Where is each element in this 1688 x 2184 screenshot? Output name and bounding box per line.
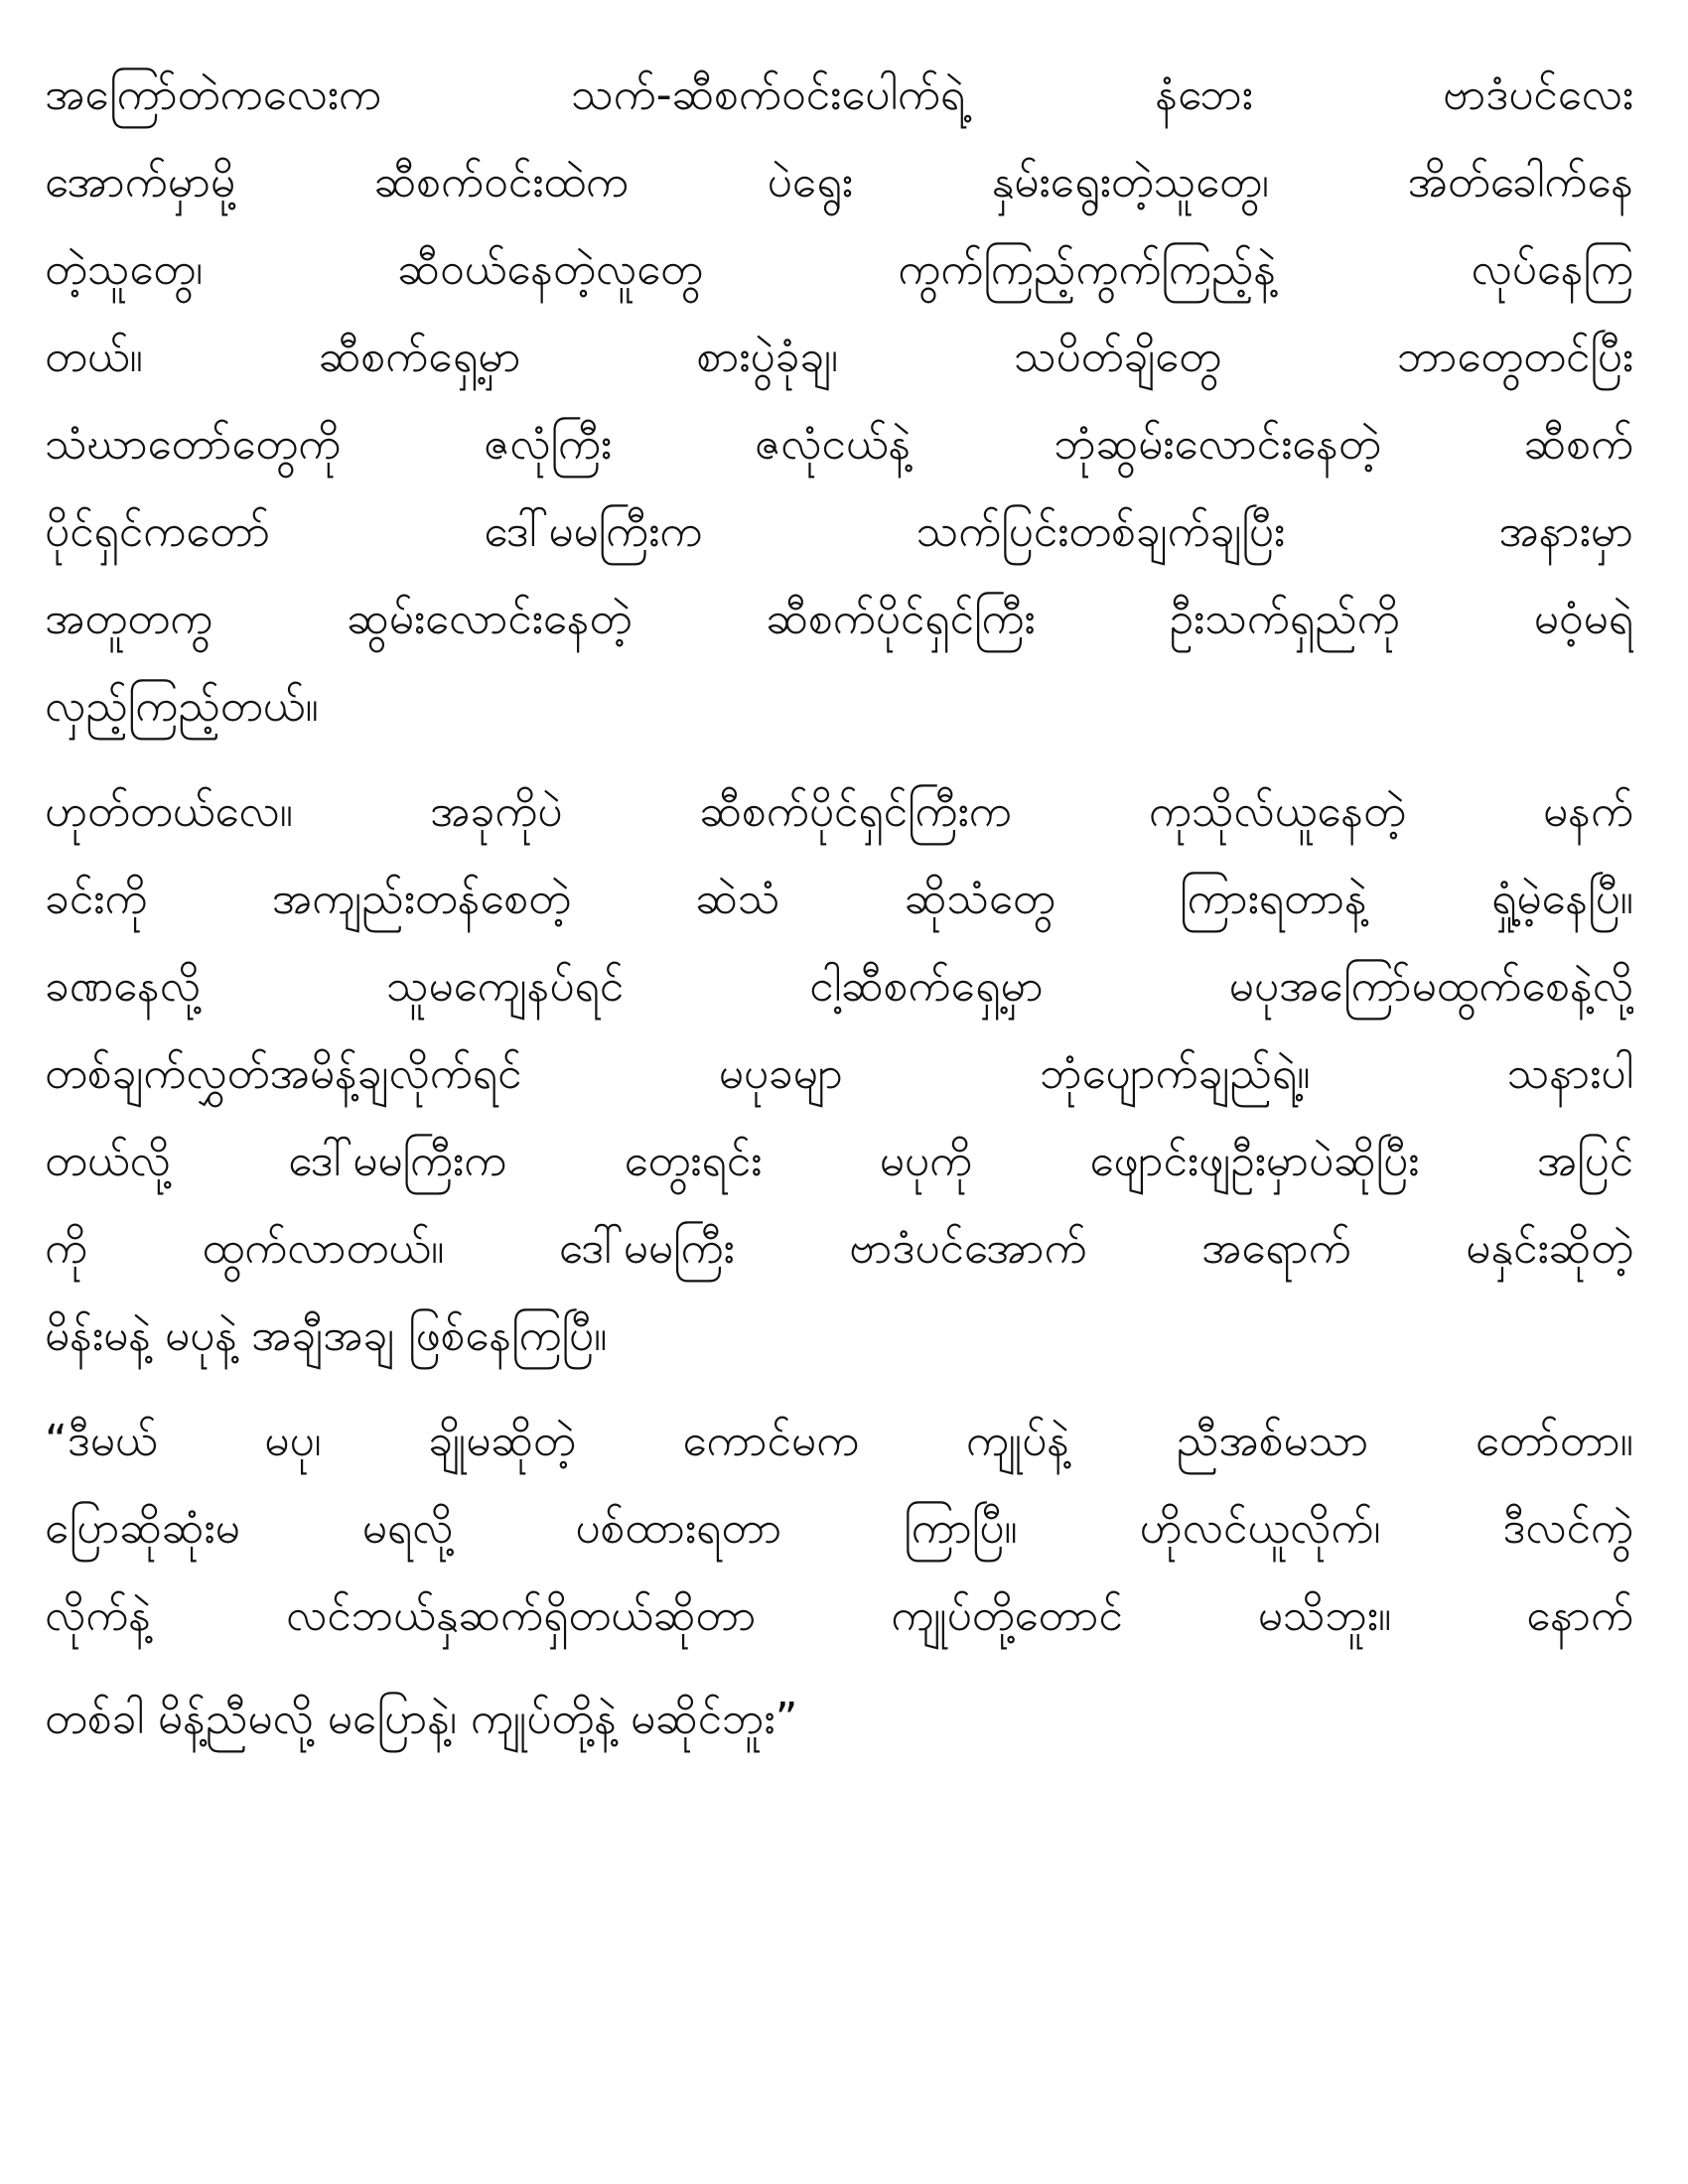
text-line: မိန်းမနဲ့ မပုနဲ့ အချီအချ ဖြစ်နေကြပြီ။ bbox=[45, 1310, 608, 1361]
text-line: အောက်မှာမို့ ဆီစက်ဝင်းထဲက ပဲရွေး နှမ်းရွေးတဲ့သူတွေ၊ အိတ်ခေါက်နေ bbox=[45, 157, 1633, 207]
text-line: ပြောဆိုဆုံးမ မရလို့ ပစ်ထားရတာ ကြာပြီ။ ဟိုလင်ယူလိုက်၊ ဒီလင်ကွဲ bbox=[45, 1503, 1633, 1554]
text-line: တယ်။ ဆီစက်ရှေ့မှာ စားပွဲခုံချ၊ သပိတ်ချိတွေ ဘာတွေတင်ပြီး bbox=[45, 332, 1633, 382]
text-line: လှည့်ကြည့်တယ်။ bbox=[45, 681, 319, 732]
text-line: သံဃာတော်တွေကို ဇလုံကြီး ဇလုံငယ်နဲ့ ဘုံဆွမ်းလောင်းနေတဲ့ ဆီစက် bbox=[45, 419, 1633, 470]
text-line: “ဒီမယ် မပု၊ ချိုမဆိုတဲ့ ကောင်မက ကျုပ်နဲ့ ညီအစ်မသာ တော်တာ။ bbox=[45, 1416, 1633, 1466]
text-line: တစ်ချက်လွှတ်အမိန့်ချလိုက်ရင် မပုခမျာ ဘုံပျောက်ချည်ရဲ့။ သနားပါ bbox=[45, 1048, 1633, 1099]
text-line: အကြော်တဲကလေးက သက်-ဆီစက်ဝင်းပေါက်ရဲ့ နံဘေး ဗာဒံပင်လေး bbox=[45, 69, 1633, 120]
text-line: အတူတကွ ဆွမ်းလောင်းနေတဲ့ ဆီစက်ပိုင်ရှင်ကြီး ဦးသက်ရှည်ကို မဝံ့မရဲ bbox=[45, 594, 1633, 644]
text-line: ဟုတ်တယ်လေ။ အခုကိုပဲ ဆီစက်ပိုင်ရှင်ကြီးက ကုသိုလ်ယူနေတဲ့ မနက် bbox=[45, 786, 1633, 837]
paragraph-1 bbox=[45, 52, 1633, 751]
text-line: တယ်လို့ ဒေါ်မမကြီးက တွေးရင်း မပုကို ဖျောင်းဖျဦးမှာပဲဆိုပြီး အပြင် bbox=[45, 1136, 1633, 1186]
text-line: တစ်ခါ မိန့်ညီမလို့ မပြောနဲ့၊ ကျုပ်တို့နဲ့ မဆိုင်ဘူး” bbox=[45, 1694, 798, 1744]
text-line: ကို ထွက်လာတယ်။ ဒေါ်မမကြီး ဗာဒံပင်အောက် အရောက် မနှင်းဆိုတဲ့ bbox=[45, 1223, 1633, 1274]
paragraph-2 bbox=[45, 768, 1633, 1380]
text-line: တဲ့သူတွေ၊ ဆီဝယ်နေတဲ့လူတွေ ကွက်ကြည့်ကွက်ကြည့်နဲ့ လုပ်နေကြ bbox=[45, 244, 1633, 295]
text-line: ခဏနေလို့ သူမကျေနပ်ရင် ငါ့ဆီစက်ရှေ့မှာ မပုအကြော်မထွက်စေနဲ့လို့ bbox=[45, 961, 1633, 1012]
text-line: ပိုင်ရှင်ကတော် ဒေါ်မမကြီးက သက်ပြင်းတစ်ချက်ချပြီး အနားမှာ bbox=[45, 506, 1633, 557]
text-line: လိုက်နဲ့ လင်ဘယ်နှဆက်ရှိတယ်ဆိုတာ ကျုပ်တို့တောင် မသိဘူး။ နောက် bbox=[45, 1590, 1633, 1641]
paragraph-3-quote bbox=[45, 1398, 1633, 1763]
text-line: ခင်းကို အကျည်းတန်စေတဲ့ ဆဲသံ ဆိုသံတွေ ကြားရတာနဲ့ ရှုံ့မဲ့နေပြီ။ bbox=[45, 874, 1633, 924]
